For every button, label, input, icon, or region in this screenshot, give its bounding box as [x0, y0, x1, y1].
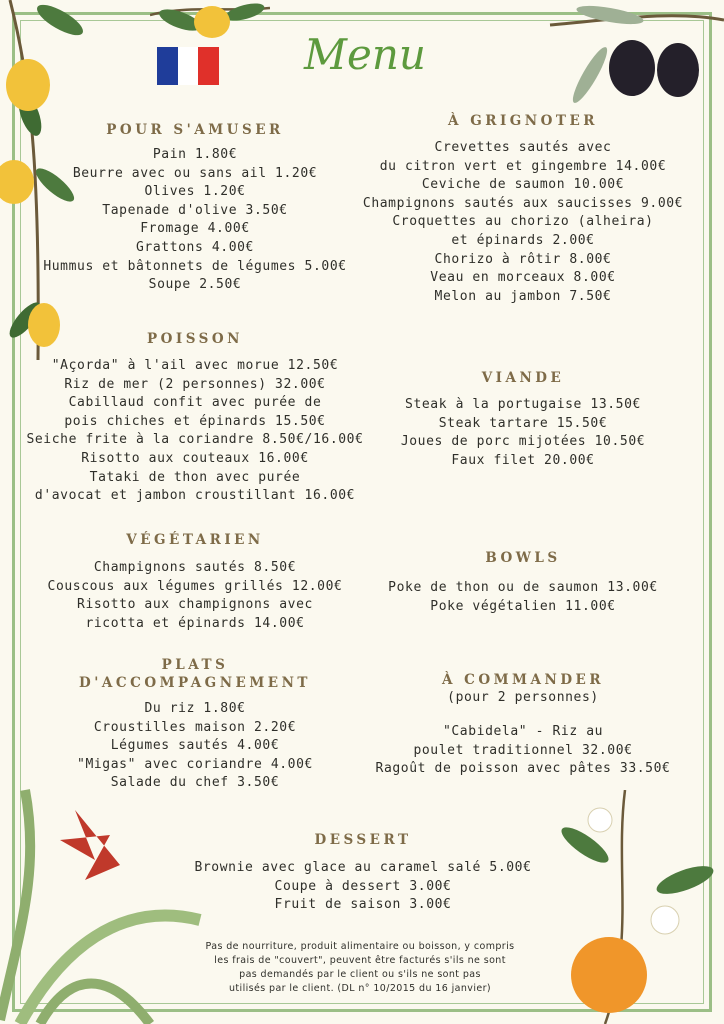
footer-line: Pas de nourriture, produit alimentaire ou boisson, y compris [205, 941, 515, 952]
menu-item: poulet traditionnel 32.00€ [413, 742, 633, 758]
section-poisson [20, 331, 370, 506]
section-a-commander [348, 672, 698, 779]
menu-item: Tataki de thon avec purée [89, 469, 301, 485]
menu-item: Faux filet 20.00€ [451, 452, 595, 468]
section-title-line1: PLATS [161, 657, 229, 673]
section-items [348, 139, 698, 306]
section-title: POUR S'AMUSER [106, 122, 284, 138]
section-items [348, 579, 698, 616]
orange-illustration [545, 790, 724, 1024]
section-subtitle: (pour 2 personnes) [447, 690, 599, 705]
section-viande [348, 370, 698, 470]
french-flag-icon [157, 47, 219, 85]
section-a-grignoter [348, 113, 698, 306]
footer-line: utilisés par le client. (DL n° 10/2015 du 16 janvier) [228, 983, 492, 994]
lemon-top-illustration [150, 0, 270, 45]
menu-item: Soupe 2.50€ [148, 277, 242, 293]
section-bowls [348, 550, 698, 616]
section-title: POISSON [146, 331, 244, 347]
menu-title: Menu [304, 30, 426, 79]
flag-red-stripe [198, 47, 219, 85]
menu-item: ricotta et épinards 14.00€ [85, 615, 305, 631]
legal-footer [185, 940, 535, 996]
menu-item: Du riz 1.80€ [144, 701, 246, 716]
olive-branch-illustration [530, 0, 724, 115]
menu-item: Salade du chef 3.50€ [110, 775, 280, 791]
menu-item: pois chiches et épinards 15.50€ [64, 413, 326, 429]
menu-item: Pain 1.80€ [152, 147, 238, 162]
section-plats-d-accompagnement [20, 657, 370, 793]
menu-item: Steak à la portugaise 13.50€ [405, 397, 641, 412]
section-items [20, 700, 370, 793]
section-items [348, 723, 698, 779]
menu-item: "Migas" avec coriandre 4.00€ [77, 756, 313, 772]
menu-item: du citron vert et gingembre 14.00€ [379, 158, 667, 174]
section-title: VÉGÉTARIEN [126, 532, 264, 548]
menu-item: Veau en morceaux 8.00€ [430, 270, 616, 286]
menu-item: Hummus et bâtonnets de légumes 5.00€ [43, 258, 347, 274]
flag-blue-stripe [157, 47, 178, 85]
menu-item: Fromage 4.00€ [140, 221, 250, 237]
menu-item: Ceviche de saumon 10.00€ [421, 177, 625, 193]
menu-item: Chorizo à rôtir 8.00€ [434, 251, 612, 267]
menu-item: "Cabidela" - Riz au [442, 724, 604, 739]
section-items [20, 357, 370, 506]
menu-item: et épinards 2.00€ [451, 232, 595, 248]
footer-line: pas demandés par le client ou s'ils ne sont pas [239, 969, 481, 980]
section-title: À GRIGNOTER [448, 113, 598, 129]
menu-item: Tapenade d'olive 3.50€ [102, 202, 288, 218]
menu-item: Croustilles maison 2.20€ [93, 719, 297, 735]
section-title: BOWLS [485, 550, 561, 566]
section-title: VIANDE [481, 370, 565, 386]
menu-item: Coupe à dessert 3.00€ [274, 878, 452, 894]
menu-item: Couscous aux légumes grillés 12.00€ [47, 578, 343, 594]
section-items [348, 396, 698, 470]
menu-item: Brownie avec glace au caramel salé 5.00€ [194, 860, 532, 875]
footer-line: les frais de "couvert", peuvent être facturés s'ils ne sont [214, 955, 506, 966]
menu-item: Légumes sautés 4.00€ [110, 738, 280, 754]
menu-item: Poke végétalien 11.00€ [430, 598, 616, 614]
menu-item: Riz de mer (2 personnes) 32.00€ [64, 376, 326, 392]
section-title-line2: D'ACCOMPAGNEMENT [79, 675, 311, 691]
menu-item: Risotto aux champignons avec [77, 597, 313, 613]
menu-item: Risotto aux couteaux 16.00€ [81, 450, 309, 466]
menu-item: Croquettes au chorizo (alheira) [392, 214, 654, 230]
menu-item: Beurre avec ou sans ail 1.20€ [72, 165, 318, 181]
section-vegetarien [20, 532, 370, 633]
menu-item: Grattons 4.00€ [136, 239, 254, 255]
menu-item: Steak tartare 15.50€ [438, 415, 608, 431]
menu-item: Seiche frite à la coriandre 8.50€/16.00€ [26, 432, 364, 448]
menu-item: "Açorda" à l'ail avec morue 12.50€ [51, 358, 339, 373]
section-pour-s-amuser [20, 122, 370, 295]
menu-item: Champignons sautés 8.50€ [93, 560, 297, 575]
menu-item: Fruit de saison 3.00€ [274, 897, 452, 913]
section-items [20, 146, 370, 295]
section-items [20, 559, 370, 633]
menu-item: Champignons sautés aux saucisses 9.00€ [362, 195, 684, 211]
menu-item: Olives 1.20€ [144, 184, 246, 200]
flag-white-stripe [178, 47, 199, 85]
section-title: DESSERT [314, 832, 412, 848]
menu-item: Crevettes sautés avec [434, 140, 612, 155]
menu-item: d'avocat et jambon croustillant 16.00€ [34, 488, 356, 504]
section-dessert [188, 832, 538, 915]
menu-item: Ragoût de poisson avec pâtes 33.50€ [375, 761, 671, 777]
section-items [188, 859, 538, 915]
section-title: À COMMANDER [441, 672, 605, 688]
menu-item: Joues de porc mijotées 10.50€ [400, 434, 646, 450]
menu-item: Cabillaud confit avec purée de [68, 395, 322, 411]
menu-item: Melon au jambon 7.50€ [434, 288, 612, 304]
menu-item: Poke de thon ou de saumon 13.00€ [388, 580, 658, 595]
